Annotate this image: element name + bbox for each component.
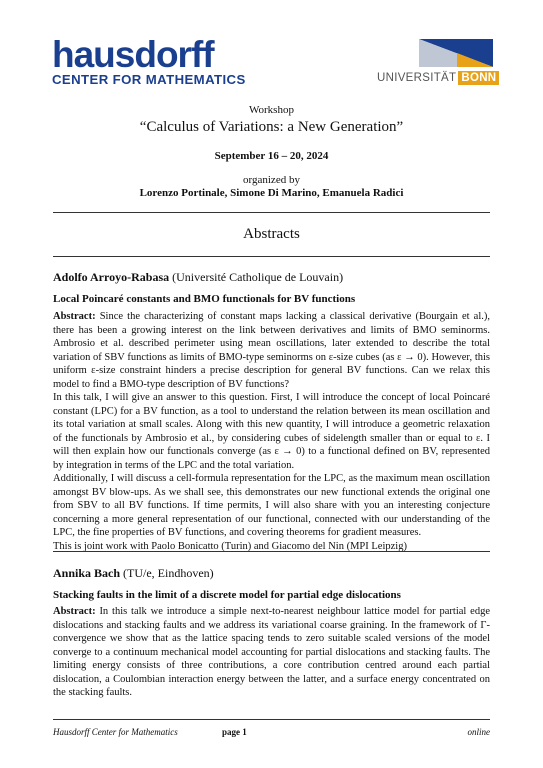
abstract-paragraph: This is joint work with Paolo Bonicatto (Turin) and Giacomo del Nin (MPI Leipzig) bbox=[53, 540, 407, 552]
abstract-paragraph bbox=[53, 605, 490, 700]
workshop-dates: September 16 – 20, 2024 bbox=[214, 150, 329, 162]
organizers: Lorenzo Portinale, Simone Di Marino, Emanuela Radici bbox=[139, 187, 404, 199]
workshop-label: Workshop bbox=[249, 104, 294, 116]
speaker-1 bbox=[53, 270, 343, 285]
workshop-title: “Calculus of Variations: a New Generation” bbox=[139, 119, 404, 135]
section-title: Abstracts bbox=[243, 226, 300, 242]
footer-mode: online bbox=[467, 727, 490, 737]
organized-by-label: organized by bbox=[243, 174, 300, 186]
abstract-paragraph: In this talk, I will give an answer to this question. First, I will introduce the concept of local Poincaré constant (LPC) for a BV function, as a tool to understand the relation between its mean oscillation and its total variation at small scales. Along with this new quantity, I will introduce a geometric relaxation of the functionals by Ambrosio et al., by considering cubes of sidelength smaller than or equal to ε. I will then explain how our functionals converge (as ε → 0) to a functional defined on BV, represented by integration in terms of the LPC and the total variation. bbox=[53, 392, 490, 471]
footer-institution: Hausdorff Center for Mathematics bbox=[53, 727, 178, 737]
abstract-label: Abstract: bbox=[53, 311, 96, 322]
speaker-2 bbox=[53, 566, 214, 581]
footer-divider bbox=[53, 719, 490, 720]
logo-subtitle: CENTER FOR MATHEMATICS bbox=[52, 72, 246, 87]
hausdorff-logo bbox=[52, 34, 246, 88]
speaker-affiliation: (Université Catholique de Louvain) bbox=[172, 270, 344, 284]
page-number: page 1 bbox=[222, 727, 247, 737]
abstract-1 bbox=[53, 310, 490, 553]
abstract-2 bbox=[53, 605, 490, 700]
abstract-label: Abstract: bbox=[53, 606, 96, 617]
divider bbox=[53, 212, 490, 213]
speaker-name: Annika Bach bbox=[53, 566, 121, 580]
divider bbox=[53, 551, 490, 552]
logo-wordmark: hausdorff bbox=[52, 34, 214, 75]
speaker-name: Adolfo Arroyo-Rabasa bbox=[53, 270, 170, 284]
abstract-text: In this talk we introduce a simple next-to-nearest neighbour lattice model for partial edge dislocations and stacking faults and we address its variational coarse graining. In the framework of Γ-convergence we show that as the lattice spacing tends to zero suitable scaled versions of the model converge to a continuum mechanical model accounting for partial dislocations and stacking faults. The limiting energy consists of three contributions, a core contribution centred around each partial dislocation, a Coulombian interaction energy between the latter, and a surface energy concentrated on the stacking faults. bbox=[53, 606, 491, 698]
abstract-paragraph bbox=[53, 310, 490, 391]
abstract-text: Since the characterizing of constant maps lacking a classical derivative (Bourgain et al.), there has been a growing interest on the link between derivatives and limits of BMO seminorms. Ambrosio et al. described perimeter using mean oscillations, later extended to describe the total variation of SBV functions as limits of BMO-type seminorms on ε-size cubes (as ε → 0). However, this uniform ε-size constraint hinders a precise description for general BV functions. Can we relax this model to find a BMO-type description of BV functions? bbox=[53, 311, 490, 390]
bonn-label: BONN bbox=[458, 71, 499, 85]
abstract-paragraph: Additionally, I will discuss a cell-formula representation for the LPC, as the maximum mean oscillation amongst BV blow-ups. As we shall see, this demonstrates our new functional extends the original one from SBV to all BV functions. If time permits, I will also share with you an interesting conjecture concerning a more general representation of our functional, connected with our understanding of the LPC, the fine properties of BV functions, and covering theorems for gradient measures. bbox=[53, 473, 490, 538]
talk-title-2: Stacking faults in the limit of a discrete model for partial edge dislocations bbox=[53, 589, 401, 601]
uni-bonn-logo bbox=[377, 37, 497, 85]
uni-label: UNIVERSITÄT bbox=[377, 72, 457, 84]
uni-bonn-emblem-icon bbox=[377, 37, 493, 69]
speaker-affiliation: (TU/e, Eindhoven) bbox=[123, 566, 214, 580]
talk-title-1: Local Poincaré constants and BMO functionals for BV functions bbox=[53, 293, 356, 305]
divider bbox=[53, 256, 490, 257]
